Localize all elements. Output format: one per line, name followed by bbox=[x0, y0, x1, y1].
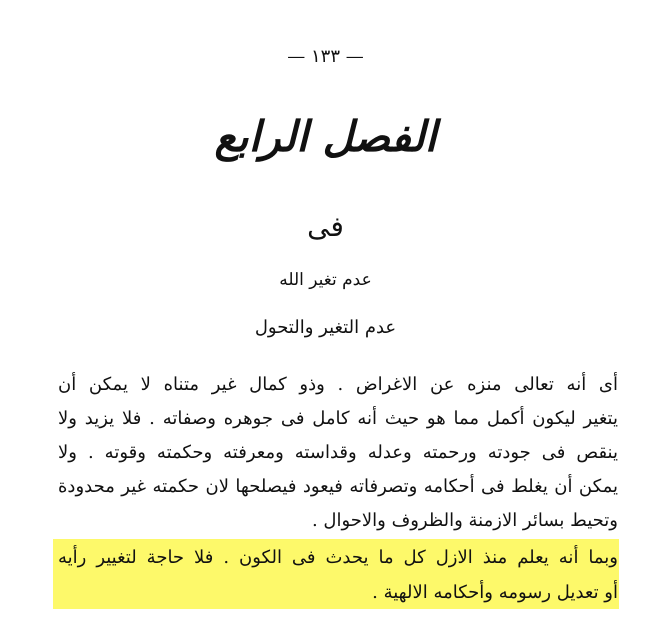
paragraph-2-line-2: أو تعديل رسومه وأحكامه الالهية . bbox=[372, 582, 618, 603]
chapter-subtitle: فى bbox=[307, 210, 344, 243]
paragraph-1-line-3: ينقص فى جودته ورحمته وعدله وقداسته ومعرفته وحكمته وقوته . ولا bbox=[58, 442, 618, 463]
paragraph-2-line-1: وبما أنه يعلم منذ الازل كل ما يحدث فى الكون . فلا حاجة لتغيير رأيه bbox=[58, 547, 618, 568]
paragraph-1-line-1: أى أنه تعالى منزه عن الاغراض . وذو كمال غير متناه لا يمكن أن bbox=[58, 374, 618, 395]
section-heading-1: عدم تغير الله bbox=[279, 270, 372, 290]
paragraph-1-line-4: يمكن أن يغلط فى أحكامه وتصرفاته فيعود فيصلحها لان حكمته غير محدودة bbox=[58, 476, 618, 497]
paragraph-1-line-2: يتغير ليكون أكمل مما هو حيث أنه كامل فى جوهره وصفاته . فلا يزيد ولا bbox=[58, 408, 618, 429]
chapter-title: الفصل الرابع bbox=[214, 112, 437, 161]
paragraph-1-line-5: وتحيط بسائر الازمنة والظروف والاحوال . bbox=[311, 510, 618, 531]
section-heading-2: عدم التغير والتحول bbox=[254, 317, 397, 338]
page-number: — ١٣٣ — bbox=[287, 46, 364, 67]
